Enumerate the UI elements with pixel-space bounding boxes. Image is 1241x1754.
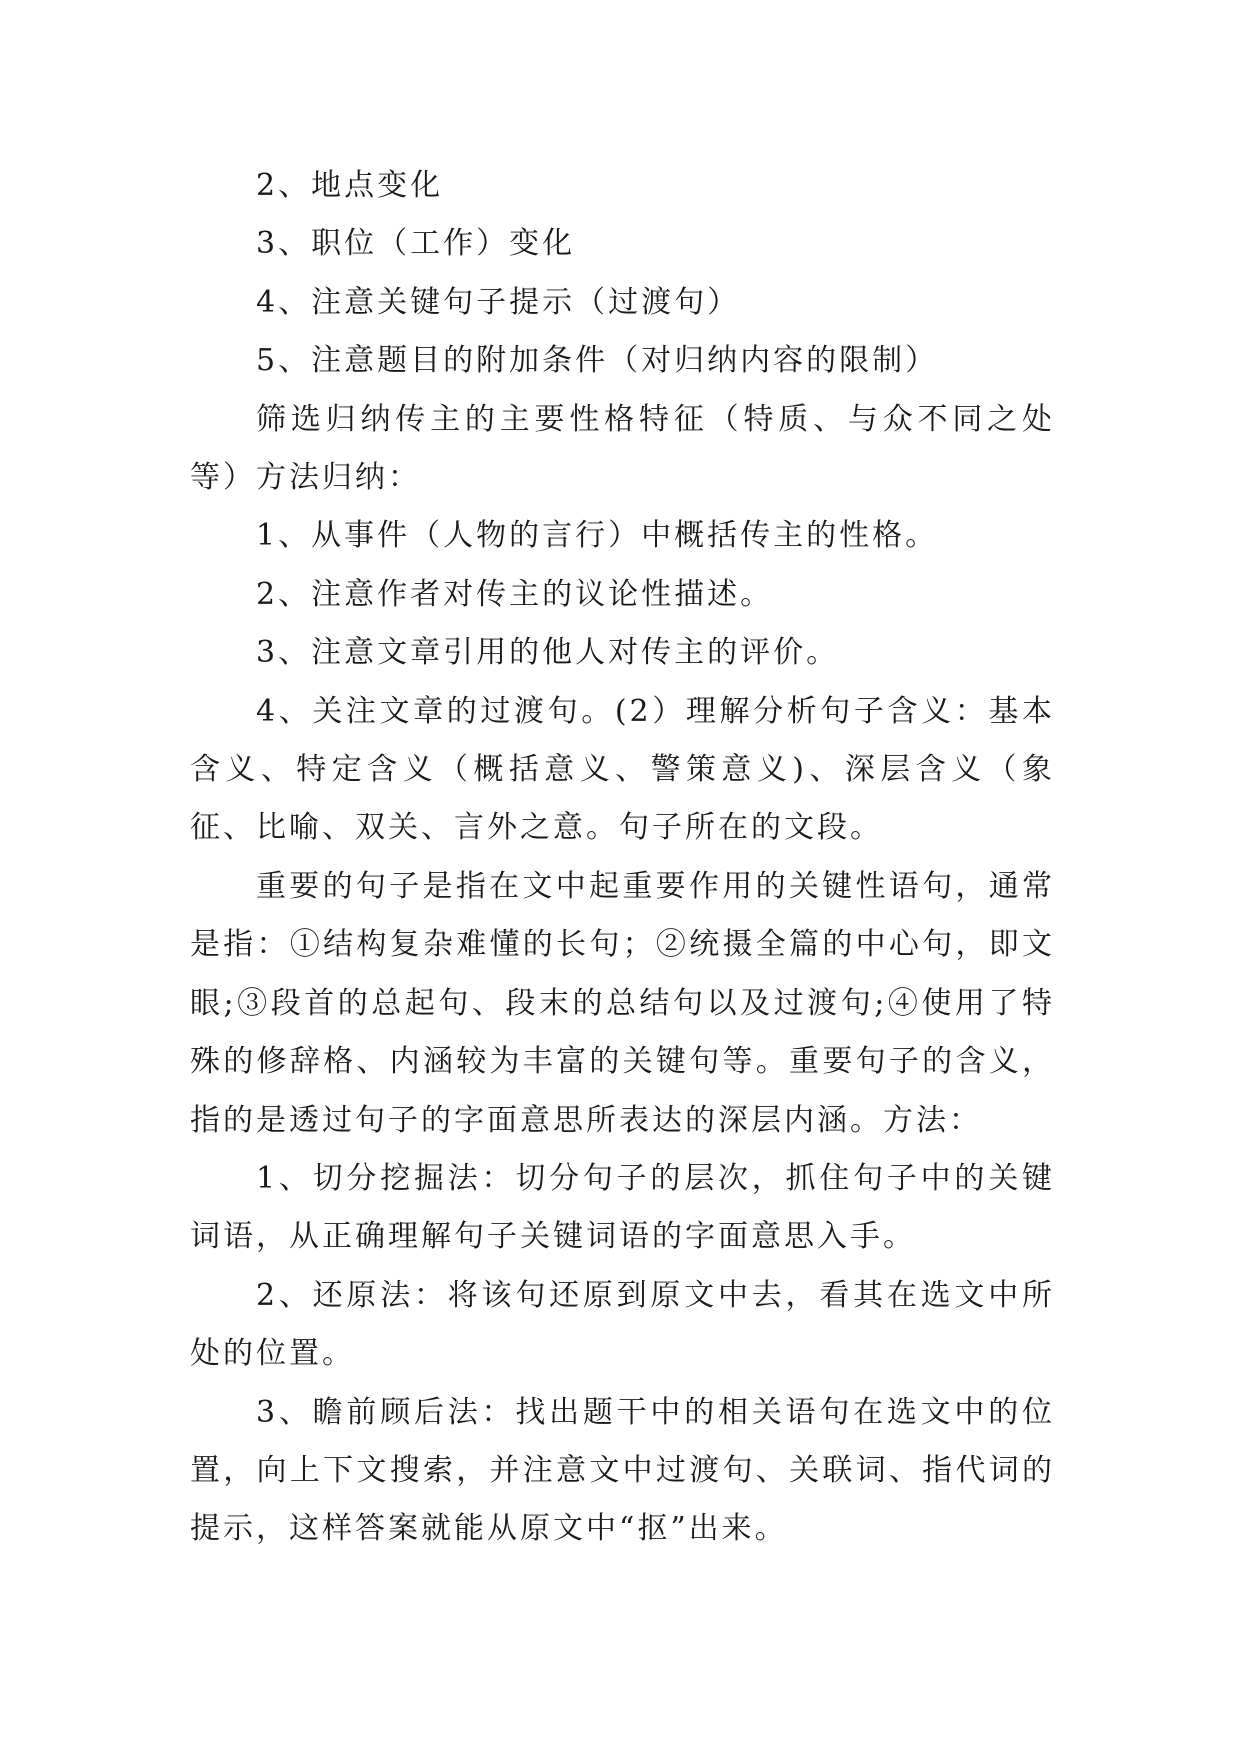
paragraph: 1、从事件（人物的言行）中概括传主的性格。 (256, 518, 939, 554)
paragraph: 3、注意文章引用的他人对传主的评价。 (256, 635, 840, 671)
paragraph: 2、注意作者对传主的议论性描述。 (256, 576, 774, 612)
paragraph: 重要的句子是指在文中起重要作用的关键性语句，通常是指：①结构复杂难懂的长句；②统摄全篇的中心句，即文眼;③段首的总起句、段末的总结句以及过渡句;④使用了特殊的修辞格、内涵较为丰富的关键句等。重要句子的含义，指的是透过句子的字面意思所表达的深层内涵。方法： (190, 868, 1055, 1138)
paragraph: 2、地点变化 (256, 168, 444, 203)
paragraph: 4、关注文章的过渡句。(2）理解分析句子含义：基本含义、特定含义（概括意义、警策意义)、深层含义（象征、比喻、双关、言外之意。句子所在的文段。 (190, 693, 1055, 846)
document-body (190, 157, 1055, 1559)
paragraph: 3、瞻前顾后法：找出题干中的相关语句在选文中的位置，向上下文搜索，并注意文中过渡句、关联词、指代词的提示，这样答案就能从原文中“抠”出来。 (190, 1394, 1055, 1547)
paragraph: 2、还原法：将该句还原到原文中去，看其在选文中所处的位置。 (190, 1277, 1055, 1372)
paragraph: 5、注意题目的附加条件（对归纳内容的限制） (256, 343, 939, 379)
paragraph: 4、注意关键句子提示（过渡句） (256, 284, 741, 320)
paragraph: 筛选归纳传主的主要性格特征（特质、与众不同之处等）方法归纳： (190, 401, 1055, 496)
paragraph: 3、职位（工作）变化 (256, 226, 576, 262)
paragraph: 1、切分挖掘法：切分句子的层次，抓住句子中的关键词语，从正确理解句子关键词语的字面意思入手。 (190, 1160, 1055, 1255)
